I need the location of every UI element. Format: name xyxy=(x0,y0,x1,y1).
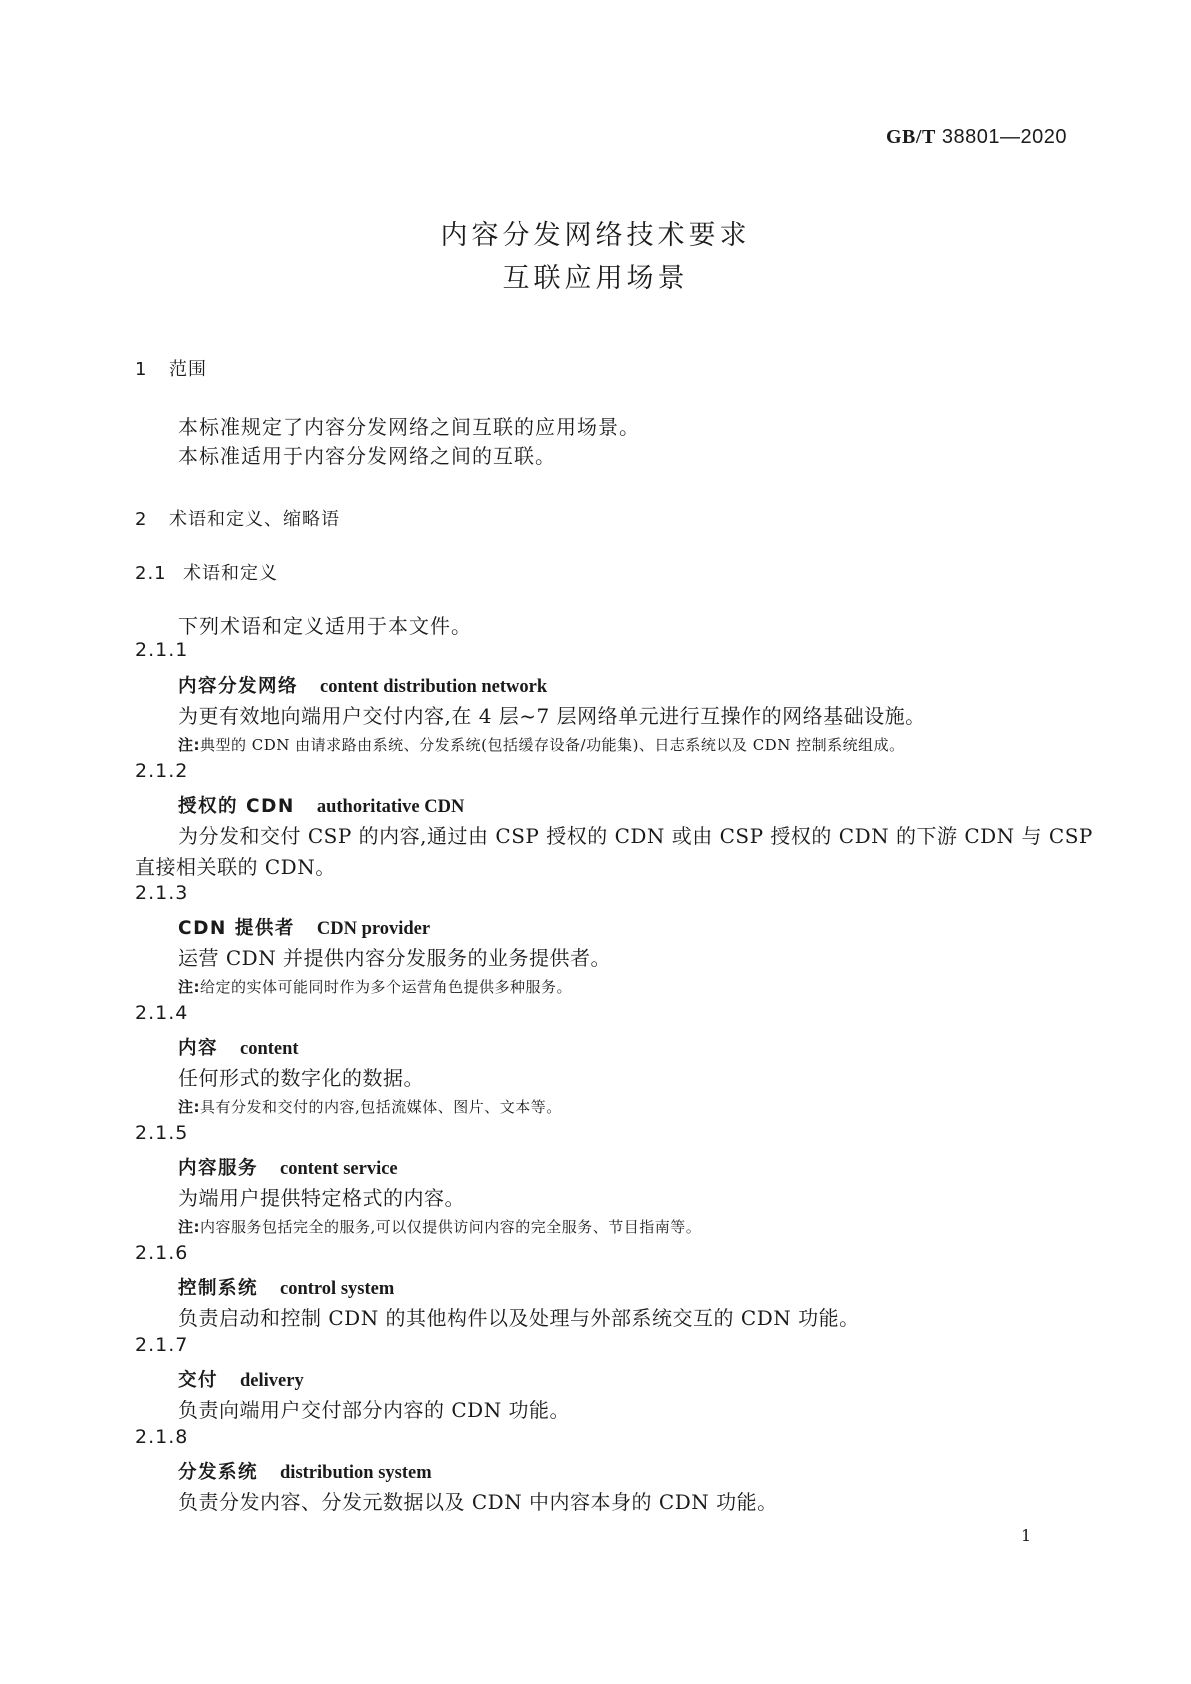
section-1-paragraph: 本标准适用于内容分发网络之间的互联。 xyxy=(178,444,556,468)
term-number: 2.1.2 xyxy=(135,760,189,782)
term-definition: 为分发和交付 CSP 的内容,通过由 CSP 授权的 CDN 或由 CSP 授权的 CDN 的下游 CDN 与 CSP xyxy=(178,824,1093,848)
page-number: 1 xyxy=(1021,1526,1032,1545)
section-2-1-intro: 下列术语和定义适用于本文件。 xyxy=(178,614,472,638)
section-2-1-heading: 2.1 术语和定义 xyxy=(135,563,278,584)
term-number: 2.1.8 xyxy=(135,1426,189,1448)
term-title: 授权的 CDN authoritative CDN xyxy=(178,796,465,817)
term-title: 内容 content xyxy=(178,1038,299,1059)
section-1-heading: 1 范围 xyxy=(135,359,207,380)
term-note: 注:给定的实体可能同时作为多个运营角色提供多种服务。 xyxy=(178,978,573,996)
term-definition: 负责向端用户交付部分内容的 CDN 功能。 xyxy=(178,1398,571,1422)
term-definition: 运营 CDN 并提供内容分发服务的业务提供者。 xyxy=(178,946,612,970)
term-title: 分发系统 distribution system xyxy=(178,1462,432,1483)
term-number: 2.1.1 xyxy=(135,639,189,661)
term-definition: 负责启动和控制 CDN 的其他构件以及处理与外部系统交互的 CDN 功能。 xyxy=(178,1306,860,1330)
term-definition-continued: 直接相关联的 CDN。 xyxy=(135,855,336,879)
term-number: 2.1.3 xyxy=(135,882,189,904)
section-2-heading: 2 术语和定义、缩略语 xyxy=(135,509,340,530)
term-note: 注:典型的 CDN 由请求路由系统、分发系统(包括缓存设备/功能集)、日志系统以及 CDN 控制系统组成。 xyxy=(178,736,905,754)
term-number: 2.1.5 xyxy=(135,1122,189,1144)
term-title: 内容分发网络 content distribution network xyxy=(178,676,548,697)
term-definition: 任何形式的数字化的数据。 xyxy=(178,1066,424,1090)
document-title: 内容分发网络技术要求 xyxy=(440,220,751,251)
term-definition: 负责分发内容、分发元数据以及 CDN 中内容本身的 CDN 功能。 xyxy=(178,1490,778,1514)
term-title: 控制系统 control system xyxy=(178,1278,395,1299)
term-definition: 为端用户提供特定格式的内容。 xyxy=(178,1186,465,1210)
term-definition: 为更有效地向端用户交付内容,在 4 层~7 层网络单元进行互操作的网络基础设施。 xyxy=(178,704,926,728)
term-note: 注:具有分发和交付的内容,包括流媒体、图片、文本等。 xyxy=(178,1098,562,1116)
term-number: 2.1.7 xyxy=(135,1334,189,1356)
term-title: 交付 delivery xyxy=(178,1370,304,1391)
term-note: 注:内容服务包括完全的服务,可以仅提供访问内容的完全服务、节目指南等。 xyxy=(178,1218,702,1236)
term-number: 2.1.4 xyxy=(135,1002,189,1024)
standard-code: GB/T 38801—2020 xyxy=(886,126,1067,148)
term-title: CDN 提供者 CDN provider xyxy=(178,918,431,939)
document-subtitle: 互联应用场景 xyxy=(502,263,689,294)
term-number: 2.1.6 xyxy=(135,1242,189,1264)
term-title: 内容服务 content service xyxy=(178,1158,398,1179)
section-1-paragraph: 本标准规定了内容分发网络之间互联的应用场景。 xyxy=(178,415,640,439)
